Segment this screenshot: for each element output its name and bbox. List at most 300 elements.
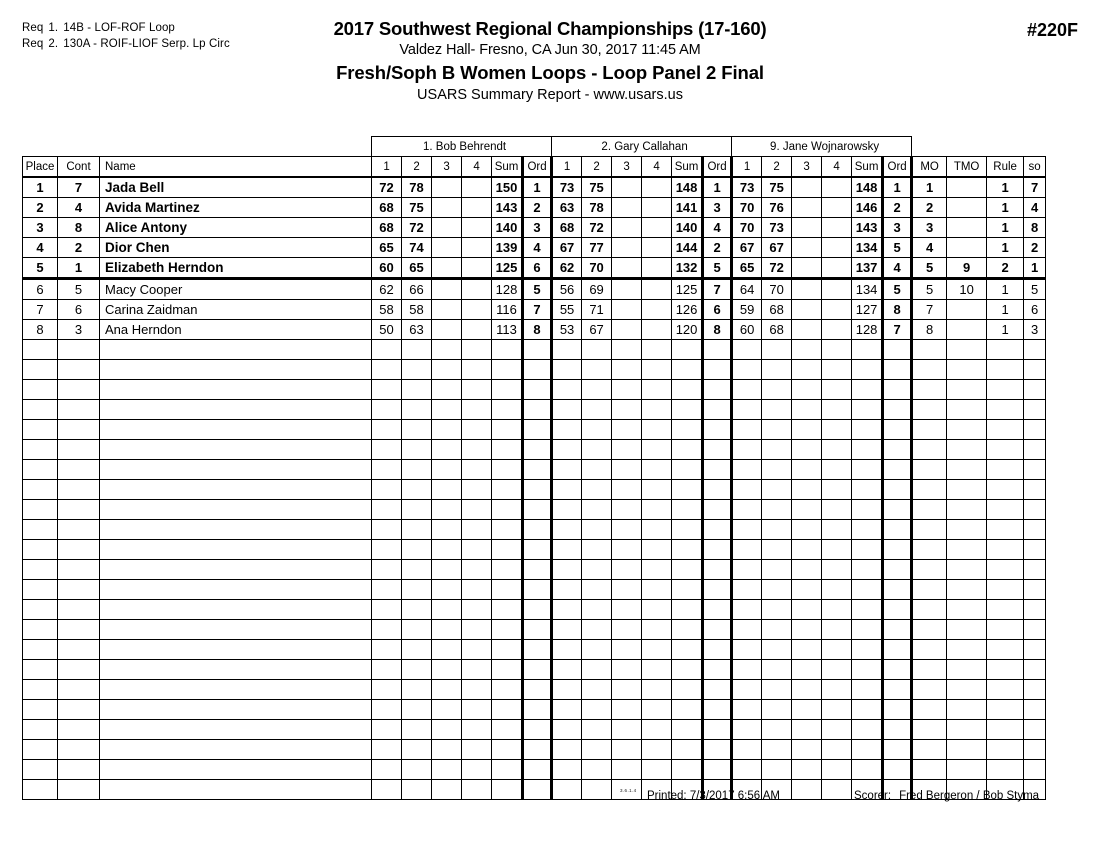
cell-rule	[987, 740, 1024, 760]
cell-j3-2: 68	[762, 300, 792, 320]
cell-j2-2: 70	[582, 258, 612, 279]
cell-mo: 8	[912, 320, 947, 340]
cell-j1-2	[402, 600, 432, 620]
cell-j3-ord	[883, 700, 912, 720]
cell-j1-1: 68	[372, 198, 402, 218]
cell-j1-4	[462, 760, 492, 780]
cell-j3-2	[762, 480, 792, 500]
cell-j3-3	[792, 460, 822, 480]
cell-j1-1: 58	[372, 300, 402, 320]
cell-j1-3	[432, 520, 462, 540]
cell-j2-1: 55	[552, 300, 582, 320]
cell-j1-4	[462, 660, 492, 680]
cell-name	[100, 640, 372, 660]
cell-tmo	[947, 480, 987, 500]
cell-j1-1	[372, 440, 402, 460]
cell-j3-ord	[883, 480, 912, 500]
cell-j1-sum: 116	[492, 300, 523, 320]
cell-j1-4	[462, 720, 492, 740]
cell-cont	[58, 740, 100, 760]
cell-j3-1: 67	[732, 238, 762, 258]
cell-cont	[58, 380, 100, 400]
cell-j1-3	[432, 760, 462, 780]
cell-cont	[58, 660, 100, 680]
cell-j3-4	[822, 520, 852, 540]
cell-j3-sum	[852, 340, 883, 360]
cell-place	[23, 620, 58, 640]
cell-j1-2	[402, 460, 432, 480]
cell-cont	[58, 620, 100, 640]
cell-tmo	[947, 600, 987, 620]
cell-so	[1024, 620, 1046, 640]
table-row-empty[interactable]	[23, 440, 1046, 460]
cell-j2-1	[552, 380, 582, 400]
cell-j3-1	[732, 420, 762, 440]
requirement-2-label: Req	[22, 38, 44, 50]
cell-j1-1	[372, 680, 402, 700]
cell-j1-sum	[492, 580, 523, 600]
cell-j3-ord	[883, 380, 912, 400]
cell-j3-3	[792, 258, 822, 279]
cell-tmo	[947, 720, 987, 740]
cell-j1-3	[432, 440, 462, 460]
cell-tmo	[947, 218, 987, 238]
cell-j2-ord	[703, 480, 732, 500]
table-row[interactable]	[23, 177, 1046, 198]
cell-j2-2	[582, 500, 612, 520]
cell-so	[1024, 760, 1046, 780]
cell-j3-1	[732, 540, 762, 560]
cell-j3-1	[732, 760, 762, 780]
cell-j1-4	[462, 500, 492, 520]
cell-tmo: 10	[947, 279, 987, 300]
cell-j1-ord	[523, 500, 552, 520]
cell-tmo	[947, 400, 987, 420]
cell-cont: 2	[58, 238, 100, 258]
cell-j3-3	[792, 320, 822, 340]
cell-j1-1	[372, 620, 402, 640]
cell-j2-1	[552, 580, 582, 600]
cell-j2-ord	[703, 680, 732, 700]
cell-j3-sum	[852, 520, 883, 540]
cell-name: Carina Zaidman	[100, 300, 372, 320]
cell-so: 8	[1024, 218, 1046, 238]
cell-j3-4	[822, 500, 852, 520]
cell-j1-2	[402, 360, 432, 380]
cell-j3-4	[822, 400, 852, 420]
table-row-empty[interactable]	[23, 700, 1046, 720]
cell-j1-sum	[492, 340, 523, 360]
cell-j1-3	[432, 620, 462, 640]
cell-j3-ord	[883, 360, 912, 380]
cell-mo	[912, 400, 947, 420]
cell-j2-3	[612, 320, 642, 340]
table-row-empty[interactable]	[23, 500, 1046, 520]
table-row-empty[interactable]	[23, 380, 1046, 400]
cell-j2-sum	[672, 740, 703, 760]
table-row[interactable]	[23, 320, 1046, 340]
cell-rule	[987, 420, 1024, 440]
cell-j1-3	[432, 300, 462, 320]
cell-place	[23, 640, 58, 660]
cell-j1-1	[372, 720, 402, 740]
cell-j3-sum	[852, 460, 883, 480]
cell-j2-3	[612, 238, 642, 258]
version-mark: 3.6.1.4	[620, 788, 637, 793]
cell-j2-4	[642, 258, 672, 279]
table-row[interactable]	[23, 300, 1046, 320]
cell-j2-ord	[703, 720, 732, 740]
table-row-empty[interactable]	[23, 680, 1046, 700]
cell-j2-1	[552, 620, 582, 640]
cell-mo: 5	[912, 279, 947, 300]
cell-tmo	[947, 177, 987, 198]
cell-j1-3	[432, 580, 462, 600]
cell-j3-ord	[883, 520, 912, 540]
cell-j2-3	[612, 560, 642, 580]
table-row-empty[interactable]	[23, 580, 1046, 600]
cell-j1-sum	[492, 520, 523, 540]
cell-j1-ord	[523, 400, 552, 420]
cell-j2-ord	[703, 460, 732, 480]
cell-j1-4	[462, 640, 492, 660]
cell-j3-1	[732, 500, 762, 520]
table-row-empty[interactable]	[23, 740, 1046, 760]
cell-j3-3	[792, 580, 822, 600]
cell-j2-2	[582, 580, 612, 600]
cell-cont: 4	[58, 198, 100, 218]
cell-name	[100, 500, 372, 520]
cell-j3-4	[822, 320, 852, 340]
cell-j3-ord	[883, 760, 912, 780]
cell-cont: 6	[58, 300, 100, 320]
cell-j1-3	[432, 560, 462, 580]
table-row-empty[interactable]	[23, 660, 1046, 680]
cell-j1-3	[432, 198, 462, 218]
cell-mo: 3	[912, 218, 947, 238]
cell-j2-2	[582, 720, 612, 740]
table-row[interactable]	[23, 258, 1046, 279]
cell-j1-2	[402, 700, 432, 720]
cell-j1-ord: 4	[523, 238, 552, 258]
report-subtitle: USARS Summary Report - www.usars.us	[417, 87, 683, 103]
cell-so	[1024, 680, 1046, 700]
cell-j2-1	[552, 660, 582, 680]
cell-j2-4	[642, 420, 672, 440]
header-place: Place	[23, 157, 58, 178]
cell-place	[23, 720, 58, 740]
cell-j2-1	[552, 360, 582, 380]
cell-j1-ord	[523, 460, 552, 480]
cell-j3-sum	[852, 760, 883, 780]
cell-j2-4	[642, 238, 672, 258]
cell-mo	[912, 560, 947, 580]
cell-j3-3	[792, 720, 822, 740]
table-row[interactable]	[23, 218, 1046, 238]
cell-j1-1: 72	[372, 177, 402, 198]
cell-so: 1	[1024, 258, 1046, 279]
cell-so	[1024, 440, 1046, 460]
report-footer	[22, 786, 1040, 808]
table-row-empty[interactable]	[23, 560, 1046, 580]
cell-j3-ord	[883, 340, 912, 360]
cell-tmo	[947, 560, 987, 580]
cell-j3-2: 67	[762, 238, 792, 258]
cell-rule: 1	[987, 198, 1024, 218]
cell-j2-3	[612, 440, 642, 460]
cell-j3-2	[762, 360, 792, 380]
table-row-empty[interactable]	[23, 620, 1046, 640]
cell-j2-2	[582, 480, 612, 500]
cell-tmo	[947, 360, 987, 380]
cell-rule	[987, 460, 1024, 480]
cell-j1-2: 72	[402, 218, 432, 238]
cell-j3-4	[822, 258, 852, 279]
cell-j2-4	[642, 520, 672, 540]
cell-j3-2	[762, 740, 792, 760]
cell-j1-2	[402, 580, 432, 600]
cell-j1-3	[432, 480, 462, 500]
cell-place	[23, 580, 58, 600]
cell-j1-1	[372, 740, 402, 760]
cell-j3-1	[732, 660, 762, 680]
table-row-empty[interactable]	[23, 720, 1046, 740]
cell-j1-4	[462, 700, 492, 720]
cell-j2-2	[582, 360, 612, 380]
table-row[interactable]	[23, 198, 1046, 218]
cell-j3-ord	[883, 660, 912, 680]
cell-j3-4	[822, 198, 852, 218]
cell-j1-1: 60	[372, 258, 402, 279]
cell-cont	[58, 580, 100, 600]
cell-j2-2	[582, 640, 612, 660]
cell-j1-3	[432, 640, 462, 660]
requirement-1-text: 14B - LOF-ROF Loop	[63, 22, 175, 34]
cell-j2-2	[582, 340, 612, 360]
cell-j3-2	[762, 640, 792, 660]
cell-j3-3	[792, 700, 822, 720]
cell-mo: 1	[912, 177, 947, 198]
cell-place: 8	[23, 320, 58, 340]
cell-j1-ord	[523, 420, 552, 440]
cell-j3-sum	[852, 700, 883, 720]
cell-name: Macy Cooper	[100, 279, 372, 300]
cell-j2-ord	[703, 420, 732, 440]
cell-j3-ord	[883, 440, 912, 460]
cell-j1-1	[372, 380, 402, 400]
cell-j2-ord: 8	[703, 320, 732, 340]
table-row-empty[interactable]	[23, 640, 1046, 660]
table-row-empty[interactable]	[23, 420, 1046, 440]
cell-rule	[987, 640, 1024, 660]
header-j2-sum: Sum	[672, 157, 703, 178]
cell-mo: 7	[912, 300, 947, 320]
cell-j1-1	[372, 360, 402, 380]
cell-j3-1	[732, 680, 762, 700]
cell-j3-1: 70	[732, 198, 762, 218]
cell-name	[100, 540, 372, 560]
cell-mo	[912, 760, 947, 780]
cell-j3-1	[732, 460, 762, 480]
cell-j3-4	[822, 420, 852, 440]
cell-j2-ord	[703, 520, 732, 540]
event-title: Fresh/Soph B Women Loops - Loop Panel 2 Final	[336, 62, 764, 83]
cell-j1-2	[402, 560, 432, 580]
cell-j1-2	[402, 660, 432, 680]
cell-j1-ord	[523, 760, 552, 780]
cell-j1-4	[462, 380, 492, 400]
cell-rule	[987, 480, 1024, 500]
cell-j3-4	[822, 560, 852, 580]
cell-j3-2	[762, 440, 792, 460]
cell-j3-3	[792, 380, 822, 400]
cell-j1-ord	[523, 520, 552, 540]
cell-tmo	[947, 580, 987, 600]
cell-j1-ord	[523, 660, 552, 680]
cell-j2-ord	[703, 640, 732, 660]
cell-cont: 5	[58, 279, 100, 300]
cell-rule: 1	[987, 177, 1024, 198]
cell-j2-2	[582, 700, 612, 720]
cell-rule: 1	[987, 218, 1024, 238]
cell-name	[100, 700, 372, 720]
cell-j2-4	[642, 400, 672, 420]
cell-j2-1	[552, 680, 582, 700]
cell-j3-4	[822, 640, 852, 660]
cell-rule	[987, 600, 1024, 620]
cell-j1-2	[402, 720, 432, 740]
cell-j1-4	[462, 400, 492, 420]
cell-place	[23, 460, 58, 480]
cell-j2-2: 77	[582, 238, 612, 258]
cell-j3-2	[762, 720, 792, 740]
cell-j3-2	[762, 580, 792, 600]
cell-j1-2	[402, 540, 432, 560]
header-j1-1: 1	[372, 157, 402, 178]
cell-j1-3	[432, 340, 462, 360]
cell-j1-sum	[492, 700, 523, 720]
cell-j1-1	[372, 540, 402, 560]
cell-j2-1	[552, 420, 582, 440]
table-row-empty[interactable]	[23, 520, 1046, 540]
cell-tmo	[947, 380, 987, 400]
cell-j3-4	[822, 700, 852, 720]
cell-j3-4	[822, 580, 852, 600]
cell-j3-1: 59	[732, 300, 762, 320]
header-j2-ord: Ord	[703, 157, 732, 178]
cell-j3-1	[732, 440, 762, 460]
cell-j3-sum: 128	[852, 320, 883, 340]
cell-j2-1: 73	[552, 177, 582, 198]
cell-mo	[912, 480, 947, 500]
table-row-empty[interactable]	[23, 540, 1046, 560]
table-row-empty[interactable]	[23, 340, 1046, 360]
cell-j1-sum	[492, 420, 523, 440]
table-row-empty[interactable]	[23, 760, 1046, 780]
cell-j2-3	[612, 540, 642, 560]
cell-j3-sum	[852, 620, 883, 640]
cell-place	[23, 680, 58, 700]
cell-j1-sum	[492, 720, 523, 740]
table-row-empty[interactable]	[23, 600, 1046, 620]
cell-j1-2: 66	[402, 279, 432, 300]
table-row-empty[interactable]	[23, 400, 1046, 420]
cell-j3-ord	[883, 640, 912, 660]
cell-j3-ord	[883, 600, 912, 620]
cell-j1-1	[372, 460, 402, 480]
cell-rule	[987, 680, 1024, 700]
cell-tmo	[947, 198, 987, 218]
cell-j2-2	[582, 460, 612, 480]
cell-rule	[987, 560, 1024, 580]
table-row-empty[interactable]	[23, 360, 1046, 380]
cell-j1-sum	[492, 460, 523, 480]
cell-j1-sum	[492, 500, 523, 520]
cell-j2-2	[582, 420, 612, 440]
cell-j3-3	[792, 238, 822, 258]
header-name: Name	[100, 157, 372, 178]
table-row-empty[interactable]	[23, 460, 1046, 480]
table-row-empty[interactable]	[23, 480, 1046, 500]
cell-j1-3	[432, 400, 462, 420]
cell-j2-4	[642, 560, 672, 580]
cell-cont	[58, 460, 100, 480]
cell-j2-ord: 5	[703, 258, 732, 279]
cell-j1-ord: 6	[523, 258, 552, 279]
cell-j1-ord: 2	[523, 198, 552, 218]
cell-j1-1	[372, 400, 402, 420]
table-row[interactable]	[23, 279, 1046, 300]
cell-j2-4	[642, 700, 672, 720]
cell-j2-4	[642, 440, 672, 460]
cell-j3-ord: 5	[883, 279, 912, 300]
cell-j1-1	[372, 480, 402, 500]
cell-rule	[987, 720, 1024, 740]
cell-j3-sum	[852, 580, 883, 600]
cell-j1-2: 58	[402, 300, 432, 320]
cell-name	[100, 460, 372, 480]
cell-mo	[912, 600, 947, 620]
cell-j2-3	[612, 580, 642, 600]
column-header-row	[23, 157, 1046, 178]
cell-j1-2: 74	[402, 238, 432, 258]
cell-j3-3	[792, 279, 822, 300]
cell-j3-1	[732, 560, 762, 580]
cell-cont: 1	[58, 258, 100, 279]
cell-j3-ord	[883, 500, 912, 520]
cell-j1-sum: 143	[492, 198, 523, 218]
cell-j3-sum	[852, 540, 883, 560]
cell-j1-1: 65	[372, 238, 402, 258]
cell-j2-sum	[672, 440, 703, 460]
cell-j2-2: 67	[582, 320, 612, 340]
cell-j3-2: 75	[762, 177, 792, 198]
cell-so	[1024, 500, 1046, 520]
judge-header-3: 9. Jane Wojnarowsky	[732, 137, 912, 157]
cell-j2-4	[642, 340, 672, 360]
cell-j1-sum	[492, 660, 523, 680]
cell-j2-3	[612, 218, 642, 238]
cell-cont: 3	[58, 320, 100, 340]
cell-j1-3	[432, 238, 462, 258]
cell-j1-ord: 5	[523, 279, 552, 300]
table-row[interactable]	[23, 238, 1046, 258]
cell-j3-2: 68	[762, 320, 792, 340]
cell-j1-4	[462, 480, 492, 500]
cell-j1-ord	[523, 560, 552, 580]
cell-j2-1	[552, 480, 582, 500]
cell-j2-1	[552, 600, 582, 620]
